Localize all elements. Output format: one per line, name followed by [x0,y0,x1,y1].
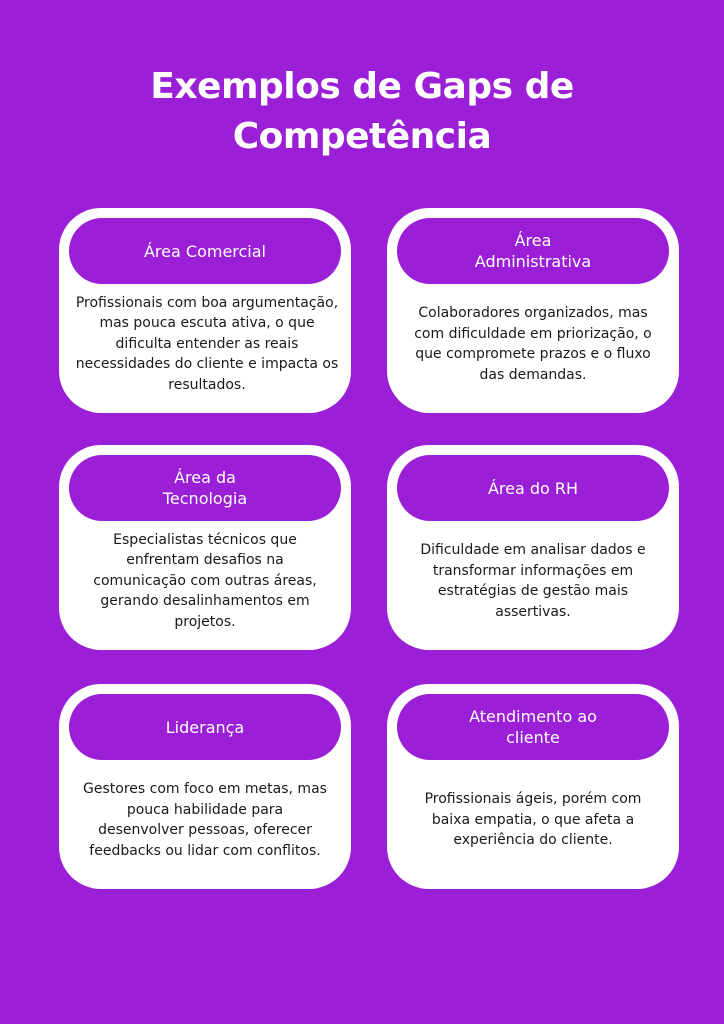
card-header-area-rh: Área do RH [397,455,669,521]
page-title-line-2: Competência [232,116,492,157]
card-text-area-administrativa: Colaboradores organizados, mas com dificuldade em priorização, o que compromete prazos e o fluxo das demandas. [414,305,652,383]
page-title [0,62,724,162]
card-area-administrativa [387,208,679,413]
card-text-area-rh: Dificuldade em analisar dados e transformar informações em estratégias de gestão mais assertivas. [420,542,646,620]
card-text-area-comercial: Profissionais com boa argumentação, mas pouca escuta ativa, o que dificulta entender as reais necessidades do cliente e impacta os resultados. [75,294,339,393]
card-area-tecnologia [59,445,351,650]
card-header-area-comercial: Área Comercial [69,218,341,284]
card-header-area-administrativa: Área Administrativa [397,218,669,284]
card-text-atendimento-cliente: Profissionais ágeis, porém com baixa empatia, o que afeta a experiência do cliente. [424,791,642,849]
card-header-atendimento-cliente: Atendimento ao cliente [397,694,669,760]
card-area-rh [387,445,679,650]
card-text-lideranca: Gestores com foco em metas, mas pouca habilidade para desenvolver pessoas, oferecer feedbacks ou lidar com conflitos. [83,781,327,859]
card-atendimento-cliente [387,684,679,889]
page-title-line-1: Exemplos de Gaps de [150,66,574,107]
card-lideranca [59,684,351,889]
card-text-area-tecnologia: Especialistas técnicos que enfrentam desafios na comunicação com outras áreas, gerando desalinhamentos em projetos. [93,531,317,630]
card-header-area-tecnologia: Área da Tecnologia [69,455,341,521]
card-area-comercial [59,208,351,413]
card-header-lideranca: Liderança [69,694,341,760]
